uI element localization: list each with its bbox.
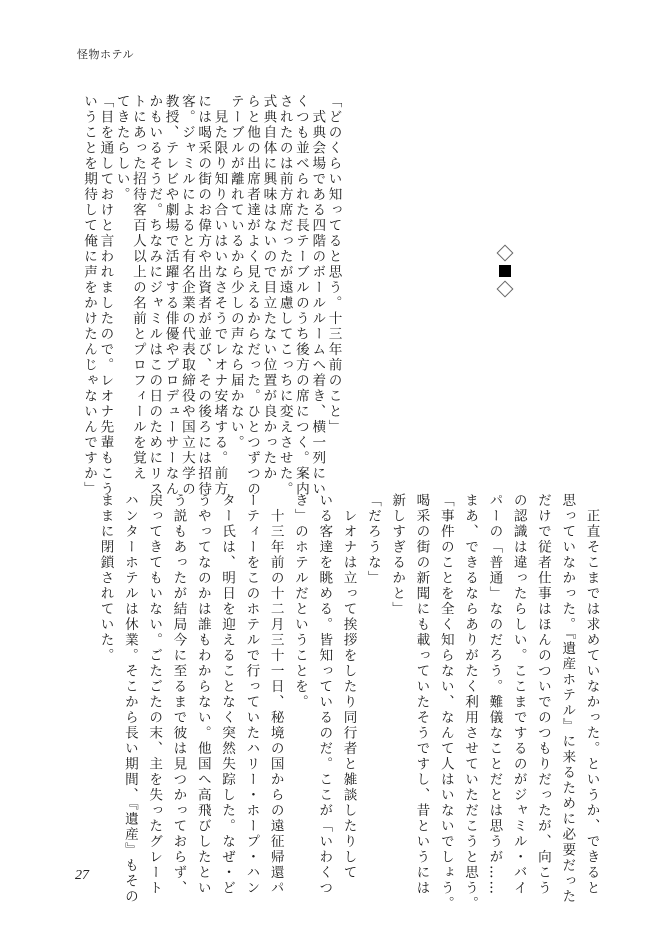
text-line: 教授、テレビや劇場で活躍する俳優やプロデューサーなん xyxy=(162,94,179,497)
diamond-outline-icon xyxy=(497,245,514,262)
text-line: 「どのくらい知ってると思う。十三年前のこと」 xyxy=(325,94,342,435)
text-line: ハンターホテルは休業。そこから長い期間、『遺産』もその xyxy=(121,493,138,905)
text-line: されたのは前方席だったが遠慮してこっちに変えさせた。 xyxy=(276,94,293,497)
text-line: かもいるそうだ。ちなみにジャミルはこの日のためにリス xyxy=(146,94,163,497)
text-line: 喝采の街の新聞にも載っていたそうですし、昔というには xyxy=(413,493,430,896)
text-line: ままに閉鎖されていた。 xyxy=(97,493,114,664)
text-line: 正直そこまでは求めていなかった。というか、できると xyxy=(583,493,600,896)
text-line: パーの「普通」なのだろう。難儀なことだとは思うが…… xyxy=(486,493,503,896)
text-line: 「だろうな」 xyxy=(364,493,381,586)
text-line: レオナは立って挨拶をしたり同行者と雑談したりして xyxy=(340,493,357,881)
text-line: 戻ってきてもいない。ごたごたの末、主を失ったグレート xyxy=(146,493,163,896)
text-line: くつも並べられた長テーブルのうち後方の席につく。案内 xyxy=(292,94,309,497)
text-line: 「事件のことを全く知らない、なんて人はいないでしょう。 xyxy=(437,493,454,912)
text-line: 十三年前の十二月三十一日、秘境の国からの遠征帰還パ xyxy=(267,493,284,896)
text-line: うやってなのかは誰もわからない。他国へ高飛びしたとい xyxy=(194,493,211,896)
text-line: てきたらしい。 xyxy=(113,94,130,203)
text-line: 「目を通しておけと言われましたので。レオナ先輩もこう xyxy=(97,94,114,497)
text-line: き」のホテルだということを。 xyxy=(291,493,308,710)
text-line: には喝采の街のお偉方や出資者が並び、その後ろには招待 xyxy=(195,94,212,497)
text-line: 客。ジャミルによると有名企業の代表取締役や国立大学の xyxy=(178,94,195,497)
page-number: 27 xyxy=(75,868,89,883)
text-line: まあ、できるならありがたく利用させていただこうと思う。 xyxy=(462,493,479,912)
text-line: 思っていなかった。『遺産ホテル』に来るために必要だった xyxy=(559,493,576,905)
text-line: う説もあったが結局今に至るまで彼は見つかっておらず、 xyxy=(170,493,187,896)
text-line: テーブルが離れているから少しの声なら届かない。 xyxy=(227,94,244,451)
text-line: 式典会場である四階のボールルームへ着き、横一列にい xyxy=(309,94,326,497)
text-line: トにあった招待客百人以上の名前とプロフィールを覚え xyxy=(129,94,146,482)
running-head: 怪物ホテル xyxy=(77,48,134,61)
diamond-outline-icon xyxy=(497,281,514,298)
scene-break xyxy=(496,244,514,298)
filled-square-icon xyxy=(499,265,511,277)
text-line: ーティーをこのホテルで行っていたハリー・ホープ・ハン xyxy=(243,493,260,896)
text-line: 式典自体に興味はないので目立たない位置が良かったか xyxy=(260,94,277,482)
text-line: ター氏は、明日を迎えることなく突然失踪した。なぜ・ど xyxy=(219,493,236,896)
text-line: いうことを期待して俺に声をかけたんじゃないんですか」 xyxy=(81,94,98,497)
text-line: だけで従者仕事はほんのついでのつもりだったが、向こう xyxy=(534,493,551,896)
text-line: 見た限り知り合いはいなさそうでレオナ安堵する。前方 xyxy=(211,94,228,497)
text-line: らと他の出席者達がよく見えるからだった。ひとつずつの xyxy=(244,94,261,497)
text-line: いる客達を眺める。皆知っているのだ。ここが「いわくつ xyxy=(316,493,333,896)
text-line: 新しすぎるかと」 xyxy=(389,493,406,617)
text-line: の認識は違ったらしい。ここまでするのがジャミル・バイ xyxy=(510,493,527,896)
